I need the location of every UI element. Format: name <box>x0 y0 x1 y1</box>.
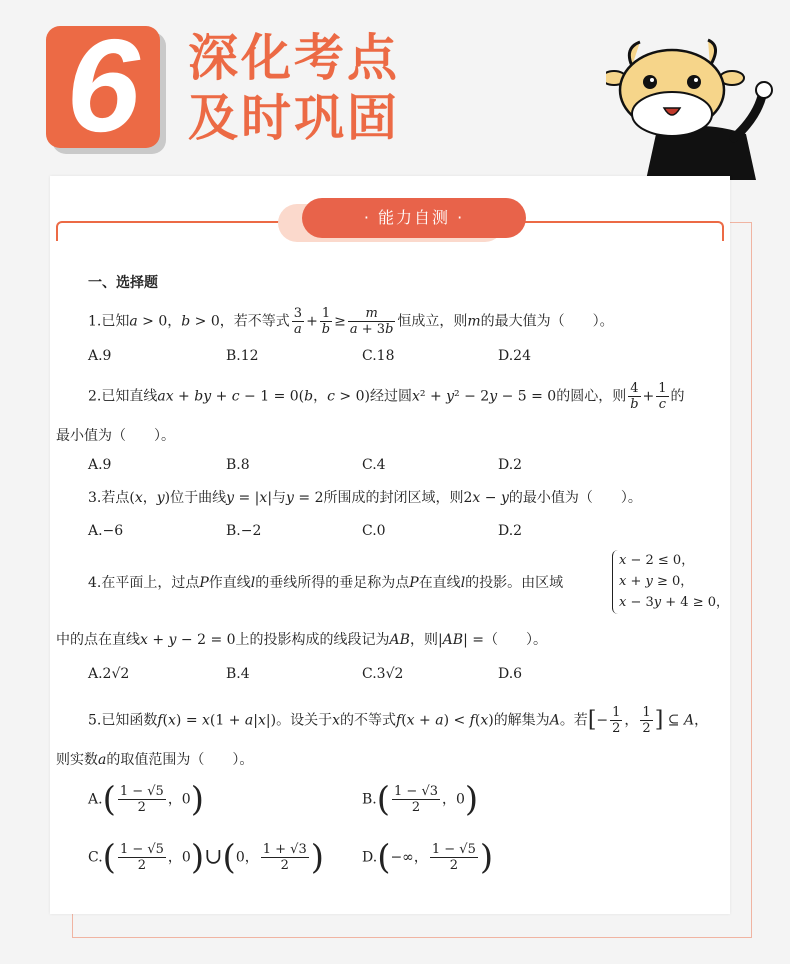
q2-option-c[interactable]: C.4 <box>362 457 386 473</box>
q5-option-b[interactable]: B.( $\frac{1 - √3}{2}$ ，0) <box>362 779 479 820</box>
q3-option-a[interactable]: A.−6 <box>88 523 124 539</box>
q1-option-c[interactable]: C.18 <box>362 348 395 364</box>
chapter-number: 6 <box>66 12 140 159</box>
q4-option-d[interactable]: D.6 <box>498 666 523 682</box>
q1-option-b[interactable]: B.12 <box>226 348 259 364</box>
q5-option-a[interactable]: A.( $\frac{1 - √5}{2}$ ，0) <box>88 779 204 820</box>
section-pill: · 能力自测 · <box>302 198 526 238</box>
q5-option-c[interactable]: C.( $\frac{1 - √5}{2}$ ，0)∪(0， $\frac{1 + √3}{2}$ ) <box>88 837 324 878</box>
cow-mascot-icon <box>606 38 790 180</box>
q4-option-b[interactable]: B.4 <box>226 666 250 682</box>
headline-line-2: 及时巩固 <box>188 89 400 147</box>
question-2: 2.已知直线ax + by + c − 1 = 0(b，c > 0)经过圆x² + y² − 2y − 5 = 0的圆心，则 $\frac{4}{b}$ + $\frac{1}{c}$ 的 <box>88 381 685 412</box>
question-4-continued: 中的点在直线x + y − 2 = 0上的投影构成的线段记为AB，则|AB| =（ ）。 <box>56 632 547 648</box>
section-heading: 一、选择题 <box>88 275 158 291</box>
q4-option-a[interactable]: A.2√2 <box>88 666 130 682</box>
q5-option-d[interactable]: D.(−∞， $\frac{1 - √5}{2}$ ) <box>362 837 494 878</box>
question-5-continued: 则实数a的取值范围为（ ）。 <box>56 752 254 768</box>
constraint-system: x − 2 ≤ 0， x + y ≥ 0， x − 3y + 4 ≥ 0， <box>612 550 729 614</box>
q2-option-a[interactable]: A.9 <box>88 457 112 473</box>
q1-option-a[interactable]: A.9 <box>88 348 112 364</box>
question-2-continued: 最小值为（ ）。 <box>56 428 175 444</box>
q3-option-c[interactable]: C.0 <box>362 523 386 539</box>
q4-option-c[interactable]: C.3√2 <box>362 666 404 682</box>
q2-option-b[interactable]: B.8 <box>226 457 250 473</box>
question-3: 3.若点(x，y)位于曲线y = |x|与y = 2所围成的封闭区域，则2x − y的最小值为（ ）。 <box>88 490 642 506</box>
q1-option-d[interactable]: D.24 <box>498 348 531 364</box>
headline-line-1: 深化考点 <box>188 29 400 87</box>
q2-option-d[interactable]: D.2 <box>498 457 523 473</box>
question-4: 4.在平面上，过点P作直线l的垂线所得的垂足称为点P在直线l的投影。由区域 <box>88 575 564 591</box>
question-1: 1.已知a > 0，b > 0，若不等式 $\frac{3}{a}$ + $\frac{1}{b}$ ≥ $\frac{m}{a + 3b}$ 恒成立，则m的最大值为（ ）。 <box>88 306 614 337</box>
q3-option-d[interactable]: D.2 <box>498 523 523 539</box>
question-5: 5.已知函数f(x) = x(1 + a|x|)。设关于x的不等式f(x + a) < f(x)的解集为A。若[− $\frac{1}{2}$ ， $\frac{1}{2}$ ] ⊆ A， <box>88 705 709 736</box>
q3-option-b[interactable]: B.−2 <box>226 523 262 539</box>
